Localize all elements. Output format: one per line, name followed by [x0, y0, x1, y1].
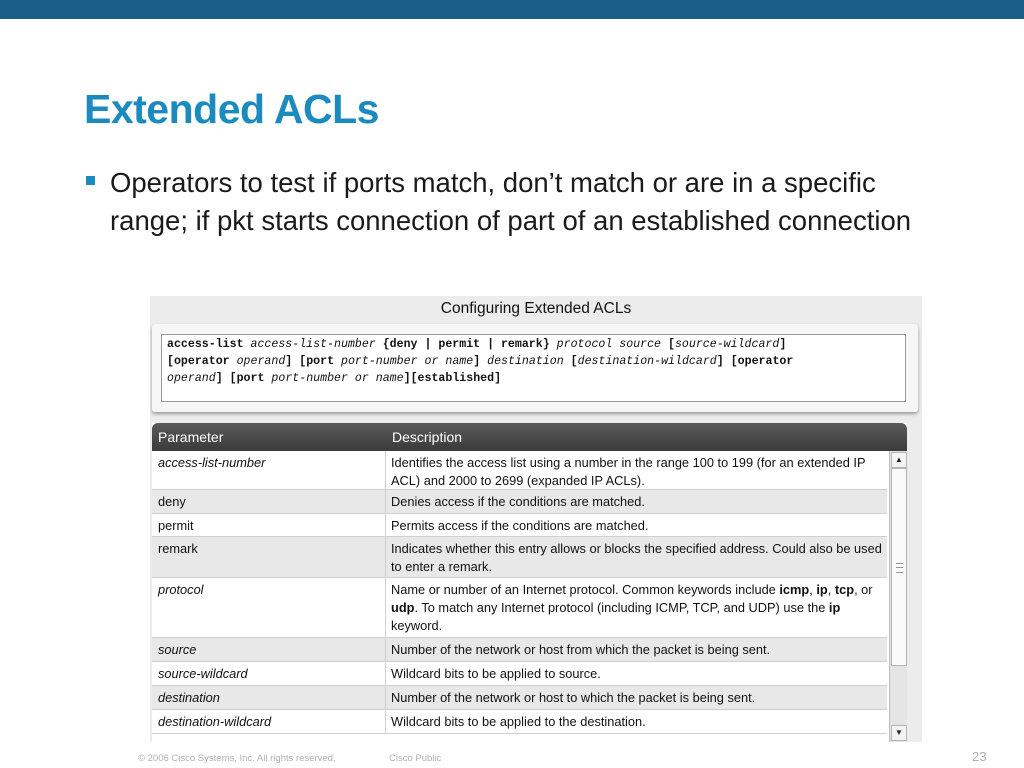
syntax-token: ] [215, 372, 223, 385]
description-cell [386, 686, 887, 709]
parameter-table [152, 423, 907, 742]
syntax-token: protocol source [556, 338, 662, 351]
syntax-token: access-list [167, 338, 244, 351]
figure-title: Configuring Extended ACLs [440, 300, 632, 317]
table-header [152, 423, 907, 451]
keyword-text: ip [816, 582, 828, 597]
page-number: 23 [972, 749, 987, 764]
syntax-token: port-number or name [341, 355, 474, 368]
description-text: Denies access if the conditions are matched. [391, 494, 645, 509]
description-text: keyword. [391, 618, 443, 633]
syntax-token [223, 372, 230, 385]
syntax-line-2 [167, 353, 900, 370]
description-text: Number of the network or host from which the packet is being sent. [391, 642, 771, 657]
syntax-token: source-wildcard [674, 338, 780, 351]
description-text: . To match any Internet protocol (including ICMP, TCP, and UDP) use the [414, 600, 829, 615]
syntax-token [334, 355, 341, 368]
syntax-token: ] [403, 372, 411, 385]
parameter-cell: source [152, 638, 386, 661]
keyword-text: udp [391, 600, 415, 615]
description-text: Indicates whether this entry allows or blocks the specified address. Could also be used to enter a remark. [391, 541, 882, 574]
syntax-token: operand [236, 355, 286, 368]
footer-classification: Cisco Public [389, 753, 442, 764]
syntax-token: access-list-number [250, 338, 376, 351]
top-banner [0, 0, 1024, 19]
description-cell [386, 451, 887, 489]
table-row [152, 578, 887, 638]
syntax-token: operand [167, 372, 216, 385]
syntax-token [244, 338, 251, 351]
parameter-cell: protocol [152, 578, 386, 637]
syntax-token: [port [299, 355, 335, 368]
description-cell [386, 578, 887, 637]
description-text: Wildcard bits to be applied to source. [391, 666, 601, 681]
description-text: Name or number of an Internet protocol. Common keywords include [391, 582, 780, 597]
command-syntax [161, 334, 906, 402]
scroll-thumb[interactable] [891, 468, 907, 666]
syntax-token [724, 355, 731, 368]
table-row [152, 514, 887, 537]
bullet-text: Operators to test if ports match, don’t match or are in a specific range; if pkt starts connection of part of an established connection [110, 167, 912, 236]
syntax-token: port-number or name [271, 372, 404, 385]
syntax-token: [port [229, 372, 265, 385]
table-row [152, 638, 887, 662]
description-text: Number of the network or host to which the packet is being sent. [391, 690, 756, 705]
description-cell [386, 537, 887, 577]
syntax-token: ] [716, 355, 724, 368]
syntax-token: destination-wildcard [577, 355, 717, 368]
square-bullet-icon [86, 176, 95, 185]
syntax-box [152, 324, 918, 412]
syntax-line-3 [167, 370, 900, 387]
parameter-cell: access-list-number [152, 451, 386, 489]
description-cell [386, 490, 887, 513]
table-row [152, 537, 887, 578]
slide-title: Extended ACLs [84, 86, 379, 132]
keyword-text: tcp [834, 582, 855, 597]
syntax-token: ] [473, 355, 481, 368]
description-cell [386, 662, 887, 685]
header-parameter: Parameter [158, 429, 224, 445]
grip-icon [896, 563, 903, 573]
syntax-token [550, 338, 557, 351]
syntax-token: [ [668, 338, 675, 351]
description-text: , [809, 582, 817, 597]
scroll-down-arrow-icon[interactable]: ▼ [891, 725, 907, 741]
syntax-line-1 [167, 336, 900, 353]
description-text: Wildcard bits to be applied to the destination. [391, 714, 646, 729]
syntax-token: [operator [730, 355, 794, 368]
syntax-token [661, 338, 668, 351]
description-text: Identifies the access list using a number in the range 100 to 199 (for an extended IP ACL) and 2000 to 2699 (expanded IP ACLs). [391, 455, 866, 488]
description-text: , [827, 582, 835, 597]
parameter-cell: deny [152, 490, 386, 513]
footer-copyright: © 2006 Cisco Systems, Inc. All rights reserved. [138, 753, 336, 764]
syntax-token: [ [570, 355, 578, 368]
table-row [152, 490, 887, 514]
table-scrollbar[interactable] [889, 451, 907, 742]
description-cell [386, 710, 887, 733]
parameter-cell: remark [152, 537, 386, 577]
parameter-cell: permit [152, 514, 386, 536]
syntax-token: [operator [167, 355, 230, 368]
syntax-token: ] [285, 355, 293, 368]
table-row [152, 451, 887, 490]
keyword-text: ip [828, 600, 841, 615]
syntax-token: destination [487, 355, 564, 368]
syntax-token [376, 338, 383, 351]
scroll-up-arrow-icon[interactable]: ▲ [891, 452, 907, 468]
syntax-token: {deny | permit | remark} [382, 338, 550, 351]
syntax-token: [established] [410, 372, 502, 385]
table-body [152, 451, 887, 734]
syntax-token: ] [779, 338, 787, 351]
parameter-cell: destination-wildcard [152, 710, 386, 733]
description-cell [386, 514, 887, 536]
header-description: Description [392, 429, 463, 445]
table-row [152, 710, 887, 734]
table-row [152, 662, 887, 686]
acl-figure-panel [150, 296, 922, 742]
description-cell [386, 638, 887, 661]
parameter-cell: source-wildcard [152, 662, 386, 685]
parameter-cell: destination [152, 686, 386, 709]
bullet-item [84, 164, 964, 240]
description-text: Permits access if the conditions are matched. [391, 518, 649, 533]
syntax-token [230, 355, 237, 368]
table-row [152, 686, 887, 710]
description-text: , or [854, 582, 873, 597]
keyword-text: icmp [779, 582, 810, 597]
syntax-token [564, 355, 571, 368]
